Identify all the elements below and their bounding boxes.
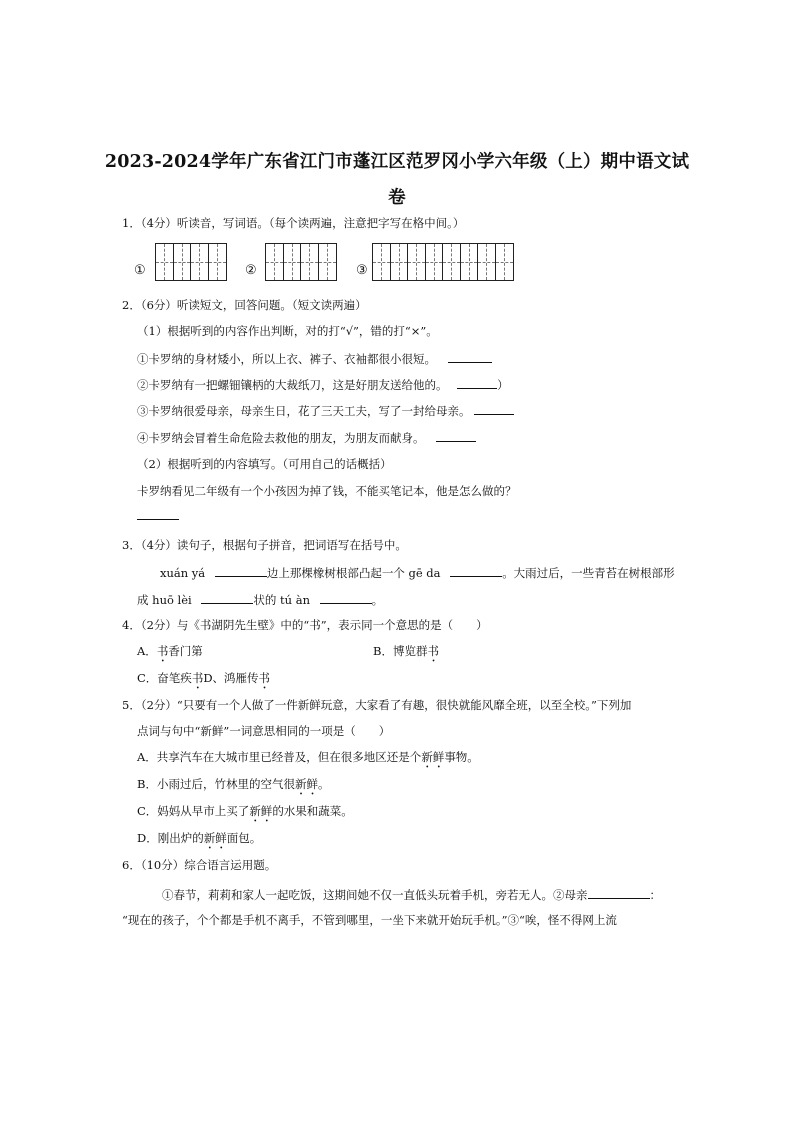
q3-blank-3[interactable]	[201, 591, 253, 604]
q1-prompt: 1．（4分）听读音，写词语。（每个读两遍，注意把字写在格中间。）	[122, 216, 465, 230]
q6-blank-1[interactable]	[588, 886, 650, 899]
q2-item-2	[137, 376, 509, 393]
q3-text-2: 。大雨过后，一些青苔在树根部形	[502, 566, 675, 580]
q5-option-b-dotted: 新鲜	[294, 777, 318, 791]
q1-grid-3[interactable]	[372, 243, 514, 281]
q3-line-2	[137, 591, 383, 608]
q3-text-1: 边上那棵橡树根部凸起一个	[266, 566, 405, 580]
q4-option-cd[interactable]	[137, 670, 270, 692]
q3-pinyin-1: xuán yá	[160, 566, 206, 580]
q2-answer-line	[137, 507, 179, 524]
q3-text-4: 状的	[253, 593, 277, 607]
q2-item-2-text: ②卡罗纳有一把螺钿镶柄的大裁纸刀，这是好朋友送给他的。	[137, 378, 448, 392]
q5-option-a-tail: 事物。	[444, 750, 479, 764]
q4-option-c-text: C．奋笔疾	[137, 671, 192, 685]
q4-option-b[interactable]	[373, 643, 439, 665]
q2-item-3-blank[interactable]	[474, 402, 514, 415]
q4-prompt: 4．（2分）与《书湖阴先生壁》中的“书”，表示同一个意思的是（ ）	[122, 618, 488, 632]
q2-item-4	[137, 429, 476, 446]
q1-marker-3: ③	[356, 263, 368, 278]
q5-option-b[interactable]	[137, 776, 329, 798]
q3-text-3: 成	[137, 593, 149, 607]
exam-title-line2: 卷	[388, 188, 406, 208]
q1-grid-2[interactable]	[265, 243, 337, 281]
q2-sub1: （1）根据听到的内容作出判断，对的打“√”，错的打“×”。	[137, 324, 438, 338]
q5-option-d-dotted: 新鲜	[203, 831, 227, 845]
q1-marker-1: ①	[134, 263, 146, 278]
q4-option-a-text: 香门第	[168, 644, 203, 658]
q5-option-b-text: B．小雨过后，竹林里的空气很	[137, 777, 295, 791]
q1-grid-1[interactable]	[155, 243, 227, 281]
q5-option-b-tail: 。	[317, 777, 330, 791]
q4-option-b-dotted: 书	[427, 644, 439, 658]
q5-option-d-text: D．刚出炉的	[137, 831, 204, 845]
q6-passage-line1	[162, 886, 661, 903]
q4-option-b-text: B．博览群	[373, 644, 428, 658]
q6-passage-line2: “现在的孩子，个个都是手机不离手，不管到哪里，一坐下来就开始玩手机。”③“唉，怪不得网上流	[122, 913, 617, 927]
q2-item-1-text: ①卡罗纳的身材矮小，所以上衣、裤子、衣袖都很小很短。	[137, 352, 436, 366]
q5-prompt-line2: 点词与句中“新鲜”一词意思相同的一项是（ ）	[137, 724, 391, 738]
q6-passage-text-1: ①春节，莉莉和家人一起吃饭，这期间她不仅一直低头玩着手机，旁若无人。②母亲	[162, 888, 588, 902]
q1-marker-2: ②	[245, 263, 257, 278]
q5-option-c-dotted: 新鲜	[249, 804, 273, 818]
q5-option-c[interactable]	[137, 803, 353, 825]
q2-item-2-blank[interactable]	[457, 376, 497, 389]
q6-prompt: 6．（10分）综合语言运用题。	[122, 858, 277, 872]
q2-item-1-blank[interactable]	[448, 350, 492, 363]
exam-title-line1: 2023-2024学年广东省江门市蓬江区范罗冈小学六年级（上）期中语文试	[104, 152, 690, 172]
q3-pinyin-3: huō lèi	[152, 593, 192, 607]
q2-item-3	[137, 402, 514, 419]
q2-sub2: （2）根据听到的内容填写。（可用自己的话概括）	[137, 457, 392, 471]
q3-text-5: 。	[371, 593, 384, 607]
q5-option-c-tail: 的水果和蔬菜。	[272, 804, 353, 818]
q3-pinyin-2: gē da	[408, 566, 441, 580]
q5-prompt-line1: 5．（2分）“只要有一个人做了一件新鲜玩意，大家看了有趣，很快就能风靡全班，以至全校。”下列加	[122, 698, 632, 712]
q2-item-4-text: ④卡罗纳会冒着生命危险去救他的朋友，为朋友而献身。	[137, 431, 425, 445]
q3-line-1	[160, 564, 675, 581]
q3-blank-1[interactable]	[215, 564, 267, 577]
q4-option-c-dotted: 书	[191, 671, 204, 685]
q4-option-a-dotted: 书	[156, 644, 169, 658]
q6-passage-colon: ：	[649, 888, 661, 902]
q2-item-3-text: ③卡罗纳很爱母亲，母亲生日，花了三天工夫，写了一封给母亲。	[137, 404, 471, 418]
q5-option-a-text: A．共享汽车在大城市里已经普及，但在很多地区还是个	[137, 750, 422, 764]
q4-option-d-text: D、鸿雁传	[203, 671, 259, 685]
q2-item-4-blank[interactable]	[436, 429, 476, 442]
q3-pinyin-4: tú àn	[280, 593, 310, 607]
q4-option-a[interactable]	[137, 643, 203, 665]
q5-option-a[interactable]	[137, 749, 479, 771]
q2-question: 卡罗纳看见二年级有一个小孩因为掉了钱，不能买笔记本，他是怎么做的？	[137, 484, 517, 498]
q3-prompt: 3．（4分）读句子，根据句子拼音，把词语写在括号中。	[122, 538, 407, 552]
q3-blank-2[interactable]	[450, 564, 502, 577]
q5-option-d[interactable]	[137, 830, 261, 852]
q5-option-d-tail: 面包。	[226, 831, 262, 845]
q2-item-1	[137, 350, 492, 367]
q2-answer-blank[interactable]	[137, 507, 179, 520]
q4-option-a-label: A．	[137, 644, 157, 658]
q5-option-a-dotted: 新鲜	[421, 750, 445, 764]
q2-item-2-tail: ）	[497, 378, 509, 392]
q4-option-d-dotted: 书	[258, 671, 271, 685]
q5-option-c-text: C．妈妈从早市上买了	[137, 804, 250, 818]
q2-prompt: 2．（6分）听读短文，回答问题。（短文读两遍）	[122, 298, 367, 312]
q3-blank-4[interactable]	[320, 591, 372, 604]
